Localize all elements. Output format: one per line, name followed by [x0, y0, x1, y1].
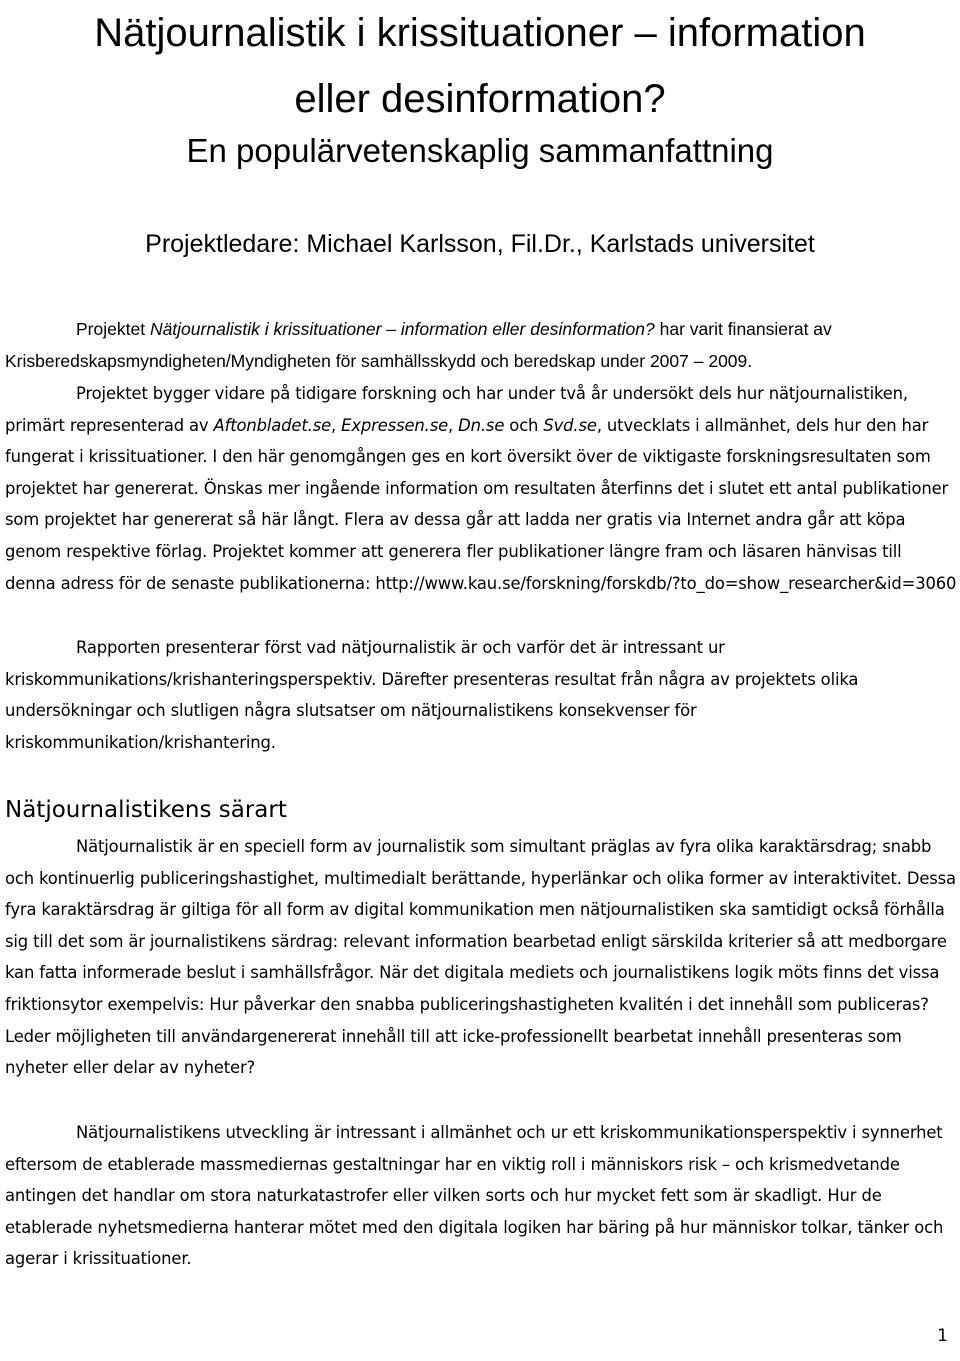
title-line-2: eller desinformation?	[294, 77, 666, 121]
site-aftonbladet: Aftonbladet.se	[213, 415, 332, 435]
project-leader: Projektledare: Michael Karlsson, Fil.Dr., Karlstads universitet	[145, 230, 815, 258]
document-title	[0, 0, 960, 132]
page-number: 1	[937, 1326, 948, 1346]
intro-prefix: Projektet	[76, 319, 150, 339]
project-title: Nätjournalistik i krissituationer – information eller desinformation?	[149, 319, 655, 339]
intro-text	[5, 314, 957, 377]
sep-1: ,	[331, 415, 342, 435]
site-expressen: Expressen.se	[341, 415, 449, 435]
section-heading: Nätjournalistikens särart	[5, 797, 287, 823]
research-a: Projektet bygger vidare på tidigare forskning och har under två år undersökt dels hur nätjournalistiken, primärt representerad av	[5, 384, 908, 435]
research-b: , utvecklats i allmänhet, dels hur den har fungerat i krissituationer. I den här genomgången ges en kort översikt över de viktigaste forskningsresultaten som projektet har genererat. Önskas mer ingående information om resultaten återfinns det i slutet ett antal publikationer som projektet har genererat så här långt. Flera av dessa går att ladda ner gratis via Internet andra går att köpa genom respektive förlag. Projektet kommer att generera fler publikationer längre fram och läsaren hänvisas till denna adress för de senaste publikationerna: http://www.kau.se/forskning/forskdb/?to_do=show_researcher&id=3060	[5, 415, 957, 593]
report-overview-paragraph: Rapporten presenterar först vad nätjournalistik är och varför det är intressant ur kriskommunikations/krishanteringsperspektiv. Därefter presenteras resultat från några av projektets olika undersökningar och slutligen några slutsatser om nätjournalistikens konsekvenser för kriskommunikation/krishantering.	[5, 638, 859, 752]
intro-paragraph	[5, 314, 957, 377]
intro-funding: har varit finansierat av Krisberedskapsmyndigheten/Myndigheten för samhällsskydd och beredskap under 2007 – 2009.	[5, 319, 832, 371]
document-subtitle: En populärvetenskaplig sammanfattning	[186, 132, 774, 169]
sep-2: ,	[448, 415, 459, 435]
development-paragraph: Nätjournalistikens utveckling är intressant i allmänhet och ur ett kriskommunikationsperspektiv i synnerhet eftersom de etablerade massmediernas gestaltningar har en viktig roll i människors risk – och krismedvetande antingen det handlar om stora naturkatastrofer eller vilken sorts och hur mycket fett som är skadligt. Hur de etablerade nyhetsmedierna hanterar mötet med den digitala logiken har bäring på hur människor tolkar, tänker och agerar i krissituationer.	[5, 1123, 944, 1269]
research-paragraph	[5, 378, 957, 599]
site-svd: Svd.se	[543, 415, 597, 435]
site-dn: Dn.se	[458, 415, 505, 435]
characteristics-paragraph: Nätjournalistik är en speciell form av journalistik som simultant präglas av fyra olika karaktärsdrag; snabb och kontinuerlig publiceringshastighet, multimedialt berättande, hyperlänkar och olika former av interaktivitet. Dessa fyra karaktärsdrag är giltiga för all form av digital kommunikation men nätjournalistiken ska samtidigt också förhålla sig till det som är journalistikens särdrag: relevant information bearbetad enligt särskilda kriterier så att medborgare kan fatta informerade beslut i samhällsfrågor. När det digitala mediets och journalistikens logik möts finns det vissa friktionsytor exempelvis: Hur påverkar den snabba publiceringshastigheten kvalitén i det innehåll som publiceras? Leder möjligheten till användargenererat innehåll till att icke-professionellt bearbetat innehåll presenteras som nyheter eller delar av nyheter?	[5, 837, 956, 1078]
research-text	[5, 384, 956, 593]
title-line-1: Nätjournalistik i krissituationer – information	[94, 11, 866, 55]
och-word: och	[504, 415, 544, 435]
